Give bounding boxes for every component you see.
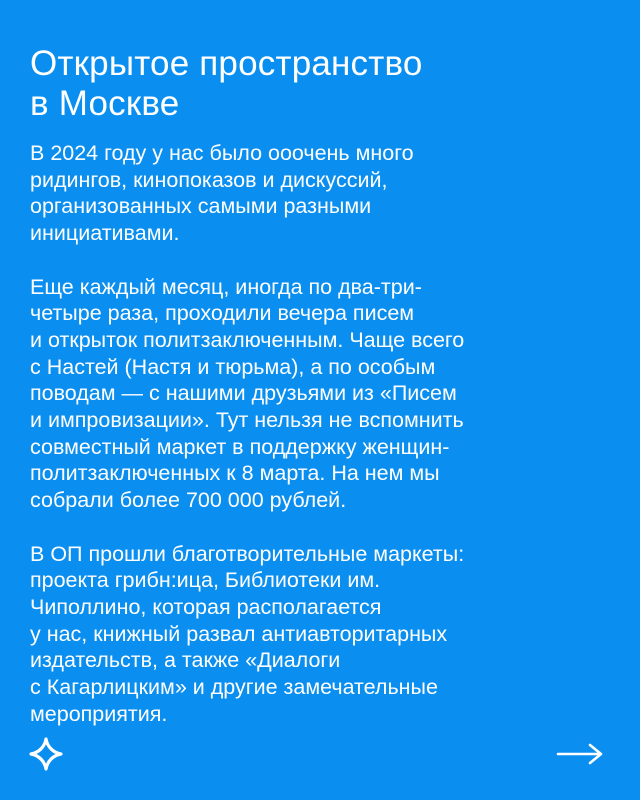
slide-body (30, 140, 620, 727)
text-line: с Кагарлицким» и другие замечательные (30, 675, 438, 700)
text-line: В 2024 году у нас было ооочень много (30, 141, 414, 165)
paragraph-markets (30, 541, 620, 728)
text-line: политзаключенных к 8 марта. На нем мы (30, 461, 440, 486)
text-line: организованных самыми разными (30, 194, 372, 219)
arrow-right-icon[interactable] (556, 740, 604, 768)
text-line: мероприятия. (30, 701, 168, 726)
text-line: собрали более 700 000 рублей. (30, 488, 347, 513)
text-line: совместный маркет в поддержку женщин- (30, 434, 450, 459)
text-line: ридингов, кинопоказов и дискуссий, (30, 167, 388, 192)
slide-title (30, 44, 610, 124)
text-line: инициативами. (30, 221, 180, 246)
title-line: в Москве (30, 84, 180, 123)
paragraph-letters (30, 274, 620, 514)
text-line: четыре раза, проходили вечера писем (30, 301, 415, 326)
text-line: проекта грибн:ица, Библиотеки им. (30, 568, 381, 593)
four-point-star-outline-icon (28, 736, 64, 772)
title-line: Открытое пространство (30, 44, 423, 83)
text-line: издательств, а также «Диалоги (30, 648, 341, 673)
text-line: Чиполлино, которая располагается (30, 594, 382, 619)
text-line: и импровизации». Тут нельзя не вспомнить (30, 408, 464, 433)
text-line: Еще каждый месяц, иногда по два-три- (30, 274, 422, 299)
text-line: и открыток политзаключенным. Чаще всего (30, 327, 465, 352)
paragraph-events (30, 140, 620, 247)
text-line: В ОП прошли благотворительные маркеты: (30, 541, 465, 566)
text-line: с Настей (Настя и тюрьма), а по особым (30, 354, 436, 379)
text-line: поводам — с нашими друзьями из «Писем (30, 381, 457, 406)
text-line: у нас, книжный развал антиавторитарных (30, 621, 448, 646)
